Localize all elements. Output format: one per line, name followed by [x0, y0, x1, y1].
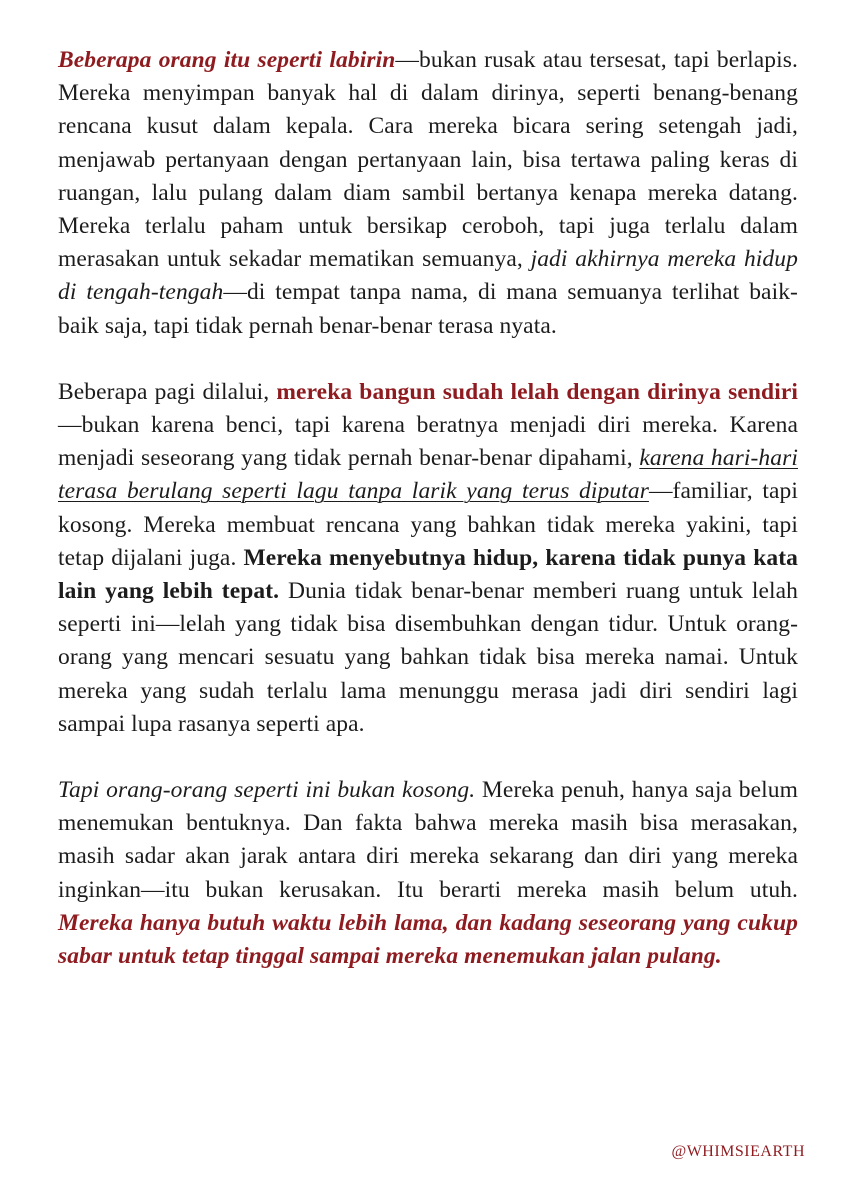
italic-phrase: Tapi orang-orang seperti ini bukan kosong. — [58, 777, 476, 804]
paragraph-1 — [58, 44, 798, 343]
body-text: —di tempat tanpa nama, di mana semuanya terlihat baik-baik saja, tapi tidak pernah benar-benar terasa nyata. — [58, 279, 798, 339]
author-credit: @WHIMSIEARTH — [671, 1143, 805, 1160]
highlight-phrase: Beberapa orang itu seperti labirin — [58, 47, 396, 73]
paragraph-3 — [58, 774, 798, 973]
body-text: Dunia tidak benar-benar memberi ruang untuk lelah seperti ini—lelah yang tidak bisa disembuhkan dengan tidur. Untuk orang-orang yang mencari sesuatu yang bahkan tidak bisa mereka namai. Untuk mereka yang sudah terlalu lama menunggu merasa jadi diri sendiri lagi sampai lupa rasanya seperti apa. — [58, 578, 798, 737]
body-text: Mereka penuh, hanya saja belum menemukan bentuknya. Dan fakta bahwa mereka masih bisa merasakan, masih sadar akan jarak antara diri mereka sekarang dan diri yang mereka inginkan—itu bukan kerusakan. Itu berarti mereka masih belum utuh. — [58, 777, 798, 903]
highlight-phrase: Mereka hanya butuh waktu lebih lama, dan kadang seseorang yang cukup sabar untuk tetap tinggal sampai mereka menemukan jalan pulang. — [58, 909, 798, 970]
body-text: —bukan karena benci, tapi karena beratnya menjadi diri mereka. Karena menjadi seseorang yang tidak pernah benar-benar dipahami, — [58, 412, 798, 472]
bold-phrase: Mereka menyebutnya hidup, karena tidak punya kata lain yang lebih tepat. — [58, 544, 798, 605]
body-text: —bukan rusak atau tersesat, tapi berlapis. Mereka menyimpan banyak hal di dalam dirinya, seperti benang-benang rencana kusut dalam kepala. Cara mereka bicara sering setengah jadi, menjawab pertanyaan dengan pertanyaan lain, bisa tertawa paling keras di ruangan, lalu pulang dalam diam sambil bertanya kenapa mereka datang. Mereka terlalu paham untuk bersikap ceroboh, tapi juga terlalu dalam merasakan untuk sekadar mematikan semuanya, — [58, 47, 799, 273]
body-text: Beberapa pagi dilalui, — [58, 378, 277, 405]
italic-phrase: jadi akhirnya mereka hidup di tengah-tengah — [58, 246, 798, 306]
body-text: —familiar, tapi kosong. Mereka membuat rencana yang bahkan tidak mereka yakini, tapi tetap dijalani juga. — [58, 478, 798, 571]
essay-text — [58, 44, 798, 1006]
paragraph-2 — [58, 376, 798, 741]
highlight-phrase: mereka bangun sudah lelah dengan dirinya sendiri — [276, 378, 798, 405]
underlined-italic-phrase: karena hari-hari terasa berulang seperti lagu tanpa larik yang terus diputar — [58, 445, 798, 505]
